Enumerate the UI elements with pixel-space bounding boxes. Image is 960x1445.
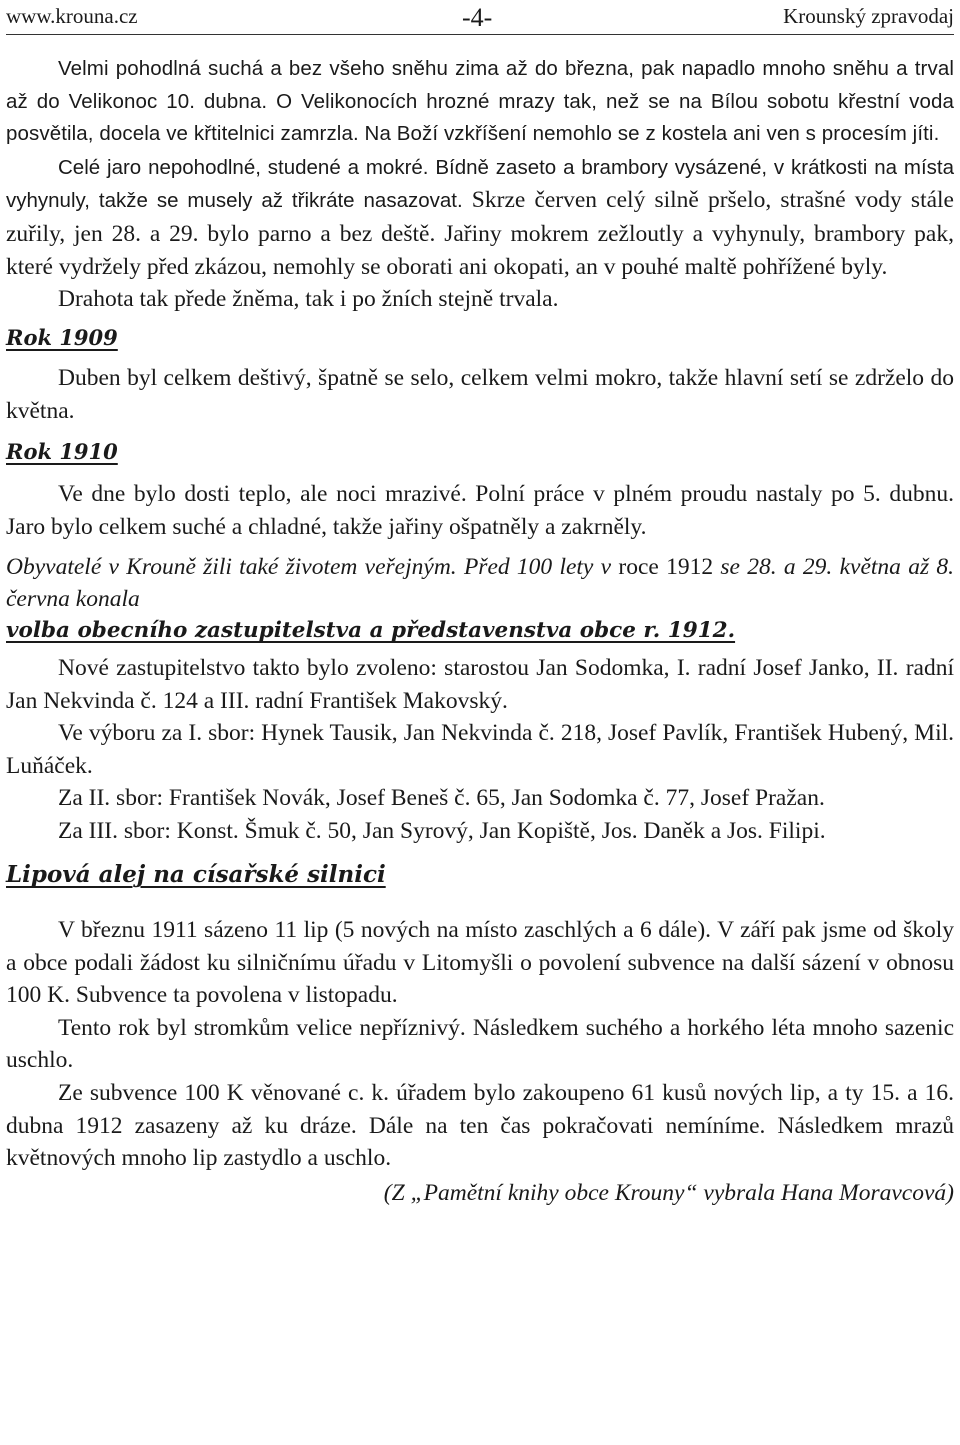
page-number: -4- [462,3,493,32]
paragraph-volba-intro [6,551,954,615]
paragraph-lipova-1: V březnu 1911 sázeno 11 lip (5 nových na místo zaschlých a 6 dále). V září pak jsme od školy a obce podali žádost ku silničnímu úřadu v Litomyšli o povolení subvence na další sázení v obnosu 100 K. Subvence ta povolena v listopadu. [6,917,954,1009]
paragraph-lipova-2: Tento rok byl stromkům velice nepříznivý. Následkem suchého a horkého léta mnoho sazenic uschlo. [6,1014,954,1074]
paragraph-zastupitelstvo: Nové zastupitelstvo takto bylo zvoleno: starostou Jan Sodomka, I. radní Josef Janko, II. radní Jan Nekvinda č. 124 a III. radní František Makovský. [6,654,954,714]
heading-rok-1910: Rok 1910 [6,438,118,464]
paragraph-spring-a: Celé jaro nepohodlné, studené a mokré. [58,155,429,179]
paragraph-sbor-3: Za III. sbor: Konst. Šmuk č. 50, Jan Syrový, Jan Kopiště, Jos. Daněk a Jos. Filipi. [58,817,826,844]
paragraph-spring-b: Bídně zaseto a brambory vysázené, v krátkosti na místa vyhynuly, takže se musely až třikráte nasazovat. [6,155,955,213]
paragraph-winter: Velmi pohodlná suchá a bez všeho sněhu zima až do března, pak napadlo mnoho sněhu a trval až do Velikonoc 10. dubna. O Velikonocích hrozné mrazy tak, než se na Bílou sobotu křestní voda posvětila, docela ve křtitelnici zamrzla. Na Boží vzkříšení nemohlo se z kostela ani ven s procesím jíti. [6,57,954,146]
source-credit: (Z „Pamětní knihy obce Krouny“ vybrala Hana Moravcová) [383,1179,954,1206]
newsletter-page [6,0,954,1209]
paragraph-spring-c: Skrze červen celý silně pršelo, strašné vody stále zuřily, jen 28. a 29. bylo parno a bez deště. [6,187,954,247]
paragraph-lipova-3: Ze subvence 100 K věnované c. k. úřadem bylo zakoupeno 61 kusů nových lip, a ty 15. a 16. dubna 1912 zasazeny až ku dráze. Dále na ten čas pokračovati nemíníme. Následkem mrazů květnových mnoho lip zastydlo a uschlo. [6,1080,954,1172]
article-body [6,53,954,1209]
paragraph-sbor-2: Za II. sbor: František Novák, Josef Beneš č. 65, Jan Sodomka č. 77, Josef Pražan. [58,785,825,812]
heading-rok-1909: Rok 1909 [6,324,118,350]
heading-volba: volba obecního zastupitelstva a představenstva obce r. 1912. [6,618,736,644]
site-url[interactable]: www.krouna.cz [6,4,138,28]
heading-lipova-alej: Lipová alej na císařské silnici [6,861,386,889]
paragraph-rok-1910: Ve dne bylo dosti teplo, ale noci mrazivé. Polní práce v plném proudu nastaly po 5. dubnu. Jaro bylo celkem suché a chladné, takže jařiny ošpatněly a zakrněly. [6,481,954,540]
volba-intro-b: roce 1912 [611,554,721,581]
page-header [6,0,954,35]
volba-intro-c: se 28. a 29. května až 8. června konala [6,554,954,613]
paragraph-sbor-1: Ve výboru za I. sbor: Hynek Tausik, Jan Nekvinda č. 218, Josef Pavlík, František Hubený, Mil. Luňáček. [6,720,954,779]
volba-intro-a: Obyvatelé v Krouně žili také životem veřejným. Před 100 lety v [6,554,612,581]
paragraph-spring [6,151,954,283]
publication-title: Krounský zpravodaj [783,4,954,28]
paragraph-drahota: Drahota tak přede žněma, tak i po žních stejně trvala. [58,286,559,313]
paragraph-rok-1909: Duben byl celkem deštivý, špatně se selo, celkem velmi mokro, takže hlavní setí se zdrželo do května. [6,365,954,424]
paragraph-spring-d: Jařiny mokrem zežloutly a vyhynuly, brambory pak, které vydržely před zkázou, nemohly se oborati ani okopati, an v pouhé maltě pohřížené byly. [6,220,954,280]
